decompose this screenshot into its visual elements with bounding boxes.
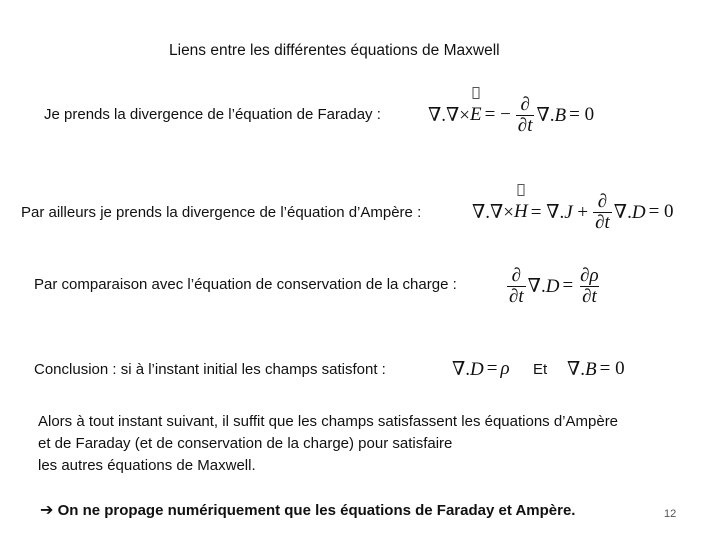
ampere-equation: ∇.∇× H = ∇.J + $\frac{\partial}{\partial t}$ ∇.D = 0: [472, 188, 677, 236]
ampere-label: Par ailleurs je prends la divergence de l’équation d’Ampère :: [21, 204, 422, 221]
faraday-equation: ∇.∇× E = − $\frac{\partial}{\partial t}$ ∇.B = 0: [428, 92, 597, 138]
gauss-magnetic-equation: ∇.B = 0: [567, 358, 625, 380]
takeaway: [40, 500, 575, 519]
explanation-line: Alors à tout instant suivant, il suffit que les champs satisfassent les équations d’Ampère: [38, 413, 619, 430]
vector-glyph-icon: [517, 184, 524, 196]
charge-equation: $\frac{\partial}{\partial t}$ ∇.D = $\frac{\partial\rho}{\partial t}$: [509, 264, 599, 307]
explanation-line: les autres équations de Maxwell.: [38, 457, 256, 474]
charge-label: Par comparaison avec l’équation de conservation de la charge :: [34, 276, 457, 293]
gauss-electric-equation: ∇.D = ρ: [452, 358, 510, 380]
explanation-paragraph: [38, 411, 618, 477]
conclusion-connector: Et: [533, 361, 548, 378]
explanation-line: et de Faraday (et de conservation de la charge) pour satisfaire: [38, 435, 453, 452]
page-number: 12: [664, 508, 677, 520]
takeaway-text: On ne propage numériquement que les équations de Faraday et Ampère.: [57, 502, 576, 519]
faraday-label: Je prends la divergence de l’équation de Faraday :: [44, 106, 381, 123]
conclusion-label: Conclusion : si à l’instant initial les champs satisfont :: [34, 361, 386, 378]
vector-glyph-icon: [472, 87, 479, 99]
page-title: Liens entre les différentes équations de Maxwell: [169, 42, 500, 59]
right-arrow-icon: ➔: [40, 500, 54, 519]
